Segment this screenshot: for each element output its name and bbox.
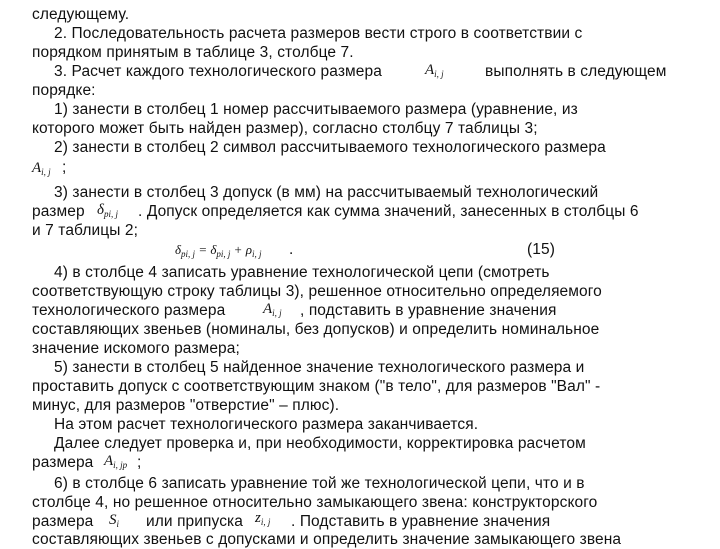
text-line: следующему. (32, 6, 130, 23)
text-line: 6) в столбце 6 записать уравнение той же технологической цепи, что и в (54, 475, 585, 492)
text-line: . Допуск определяется как сумма значений, занесенных в столбцы 6 (138, 203, 639, 220)
text-line: 2) занести в столбец 2 символ рассчитываемого технологического размера (54, 139, 606, 156)
text-line: технологического размера (32, 302, 226, 319)
text-line: размера (32, 513, 94, 530)
text-line: размера (32, 454, 94, 471)
text-line: соответствующую строку таблицы 3), решенное относительно определяемого (32, 283, 602, 300)
text-line: выполнять в следующем (485, 63, 667, 80)
text-line: составляющих звеньев с допусками и определить значение замыкающего звена (32, 531, 622, 548)
text-line: 2. Последовательность расчета размеров вести строго в соответствии с (54, 25, 583, 42)
text-line: 5) занести в столбец 5 найденное значение технологического размера и (54, 359, 585, 376)
text-line: 3. Расчет каждого технологического размера (54, 63, 382, 80)
text-line: . (289, 241, 294, 258)
text-line: ; (137, 454, 142, 471)
text-line: 3) занести в столбец 3 допуск (в мм) на рассчитываемый технологический (54, 184, 599, 201)
text-line: . Подставить в уравнение значения (291, 513, 551, 530)
text-line: или припуска (146, 513, 244, 530)
math-symbol-s: $S_i$ (109, 512, 120, 529)
text-line: размер (32, 203, 85, 220)
text-line: Далее следует проверка и, при необходимости, корректировка расчетом (54, 435, 586, 452)
text-line: и 7 таблицы 2; (32, 222, 138, 239)
math-symbol-z: $z_{i, j}$ (255, 510, 271, 527)
math-symbol-delta: $\delta_{pi, j}$ (97, 202, 118, 219)
math-symbol-a-ij: $A_{i, j}$ (425, 62, 444, 79)
text-line: порядке: (32, 82, 96, 99)
text-line: На этом расчет технологического размера заканчивается. (54, 416, 479, 433)
text-line: порядком принятым в таблице 3, столбце 7. (32, 44, 354, 61)
math-symbol-a-ij: $A_{i, j}$ (263, 301, 282, 318)
text-line: значение искомого размера; (32, 340, 240, 357)
math-symbol-a-ij: $A_{i, j}$ (32, 160, 51, 177)
text-line: проставить допуск с соответствующим знаком ("в тело", для размеров "Вал" - (32, 378, 601, 395)
formula-15: $\delta_{pi, j} = \delta_{pi, j} + \rho_{i, j}$ (175, 242, 262, 259)
text-line: минус, для размеров "отверстие" – плюс). (32, 397, 340, 414)
text-line: , подставить в уравнение значения (300, 302, 557, 319)
text-line: 4) в столбце 4 записать уравнение технологической цепи (смотреть (54, 264, 550, 281)
text-line: которого может быть найден размер), согласно столбцу 7 таблицы 3; (32, 120, 538, 137)
text-line: столбце 4, но решенное относительно замыкающего звена: конструкторского (32, 494, 598, 511)
equation-number: (15) (527, 241, 555, 258)
text-line: 1) занести в столбец 1 номер рассчитываемого размера (уравнение, из (54, 101, 578, 118)
text-line: составляющих звеньев (номиналы, без допусков) и определить номинальное (32, 321, 600, 338)
math-symbol-a-ijp: $A_{i, jp}$ (104, 453, 128, 470)
text-line: ; (62, 159, 67, 176)
